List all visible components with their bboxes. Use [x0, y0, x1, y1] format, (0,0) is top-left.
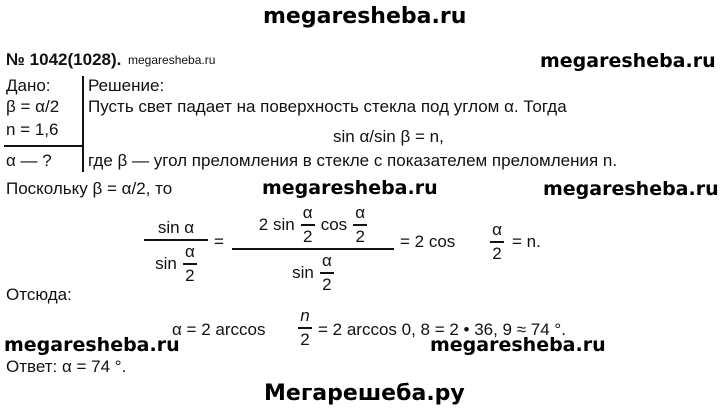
given-beta: β = α/2: [6, 97, 60, 116]
formula2-frac-num: n: [300, 306, 310, 325]
formula2-frac-den: 2: [300, 330, 310, 349]
formula1-frac2-den-frac: [320, 251, 334, 295]
formula1-equals: =: [214, 232, 224, 251]
formula1-frac1-den-frac: [183, 242, 197, 286]
formula1-frac2-num: [259, 203, 367, 247]
formula1-frac2-num-b: cos: [320, 215, 348, 234]
formula1-frac2-num-fa-bar: [301, 224, 315, 226]
given-label: Дано:: [6, 76, 51, 95]
formula2-frac: [298, 306, 312, 350]
watermark-right-2: megaresheba.ru: [543, 178, 719, 200]
formula1-frac1-den: [155, 242, 197, 286]
formula2-lhs: α = 2 arccos: [172, 320, 266, 339]
watermark-top: megaresheba.ru: [263, 4, 467, 29]
formula1-frac2-num-fb-bar: [353, 224, 367, 226]
formula1-frac2-bar: [232, 248, 394, 250]
watermark-left: megaresheba.ru: [262, 177, 438, 199]
formula1-frac2-num-fb: [353, 203, 367, 247]
given-divider-horizontal: [4, 145, 84, 147]
formula1-frac2: [232, 203, 394, 295]
formula1-frac2-den-frac-bar: [320, 272, 334, 274]
formula1-frac2-num-fb-den: 2: [355, 227, 365, 246]
formula1-frac1: [144, 218, 208, 286]
formula2-frac-bar: [298, 327, 312, 329]
formula1-frac1-num: sin α: [157, 218, 195, 237]
formula1-frac1-den-frac-num: α: [184, 242, 195, 261]
formula1-rhs-frac-num: α: [492, 220, 502, 239]
problem-number: № 1042(1028).: [6, 50, 122, 69]
formula2-rhs: = 2 arccos 0, 8 = 2 • 36, 9 ≈ 74 °.: [318, 320, 566, 339]
formula1-rhs-frac: [490, 220, 504, 264]
formula1-frac2-den-sin: sin: [292, 263, 314, 282]
answer-line: Ответ: α = 74 °.: [6, 357, 127, 376]
given-divider-vertical: [82, 76, 84, 172]
formula1-frac2-den-frac-num: α: [321, 251, 332, 270]
solution-line-2: где β — угол преломления в стекле с показателем преломления n.: [88, 151, 618, 170]
unknown-alpha: α — ?: [6, 151, 52, 170]
formula1-frac2-num-a: 2 sin: [258, 215, 295, 234]
formula1-rhs-b: = n.: [512, 232, 541, 251]
watermark-header-small: megaresheba.ru: [128, 53, 216, 67]
snell-equation: sin α/sin β = n,: [333, 127, 444, 146]
since-line: Поскольку β = α/2, то: [6, 179, 173, 198]
formula1-frac2-num-fa-num: α: [302, 203, 313, 222]
formula1-rhs-a: = 2 cos: [400, 232, 456, 251]
formula1-rhs-frac-den: 2: [492, 244, 502, 263]
formula1-frac1-den-sin: sin: [155, 254, 177, 273]
given-n: n = 1,6: [6, 120, 59, 139]
watermark-bottom-left: megaresheba.ru: [4, 334, 180, 356]
formula1-frac2-num-fa: [301, 203, 315, 247]
watermark-right-1: megaresheba.ru: [540, 50, 716, 72]
formula1-frac2-den: [292, 251, 334, 295]
formula1-frac2-num-fa-den: 2: [302, 227, 313, 246]
watermark-bottom-right: megaresheba.ru: [430, 334, 606, 356]
formula1-frac2-num-fb-num: α: [355, 203, 366, 222]
formula1-frac2-den-frac-den: 2: [322, 275, 332, 294]
formula1-rhs-frac-bar: [490, 241, 504, 243]
formula1-frac1-den-frac-bar: [183, 263, 197, 265]
solution-line-1: Пусть свет падает на поверхность стекла под углом α. Тогда: [88, 97, 567, 116]
formula1-frac1-bar: [144, 239, 208, 241]
solution-label: Решение:: [88, 76, 165, 95]
watermark-footer: Мегарешеба.ру: [264, 381, 465, 406]
hence-line: Отсюда:: [6, 285, 72, 304]
formula1-frac1-den-frac-den: 2: [185, 266, 195, 285]
